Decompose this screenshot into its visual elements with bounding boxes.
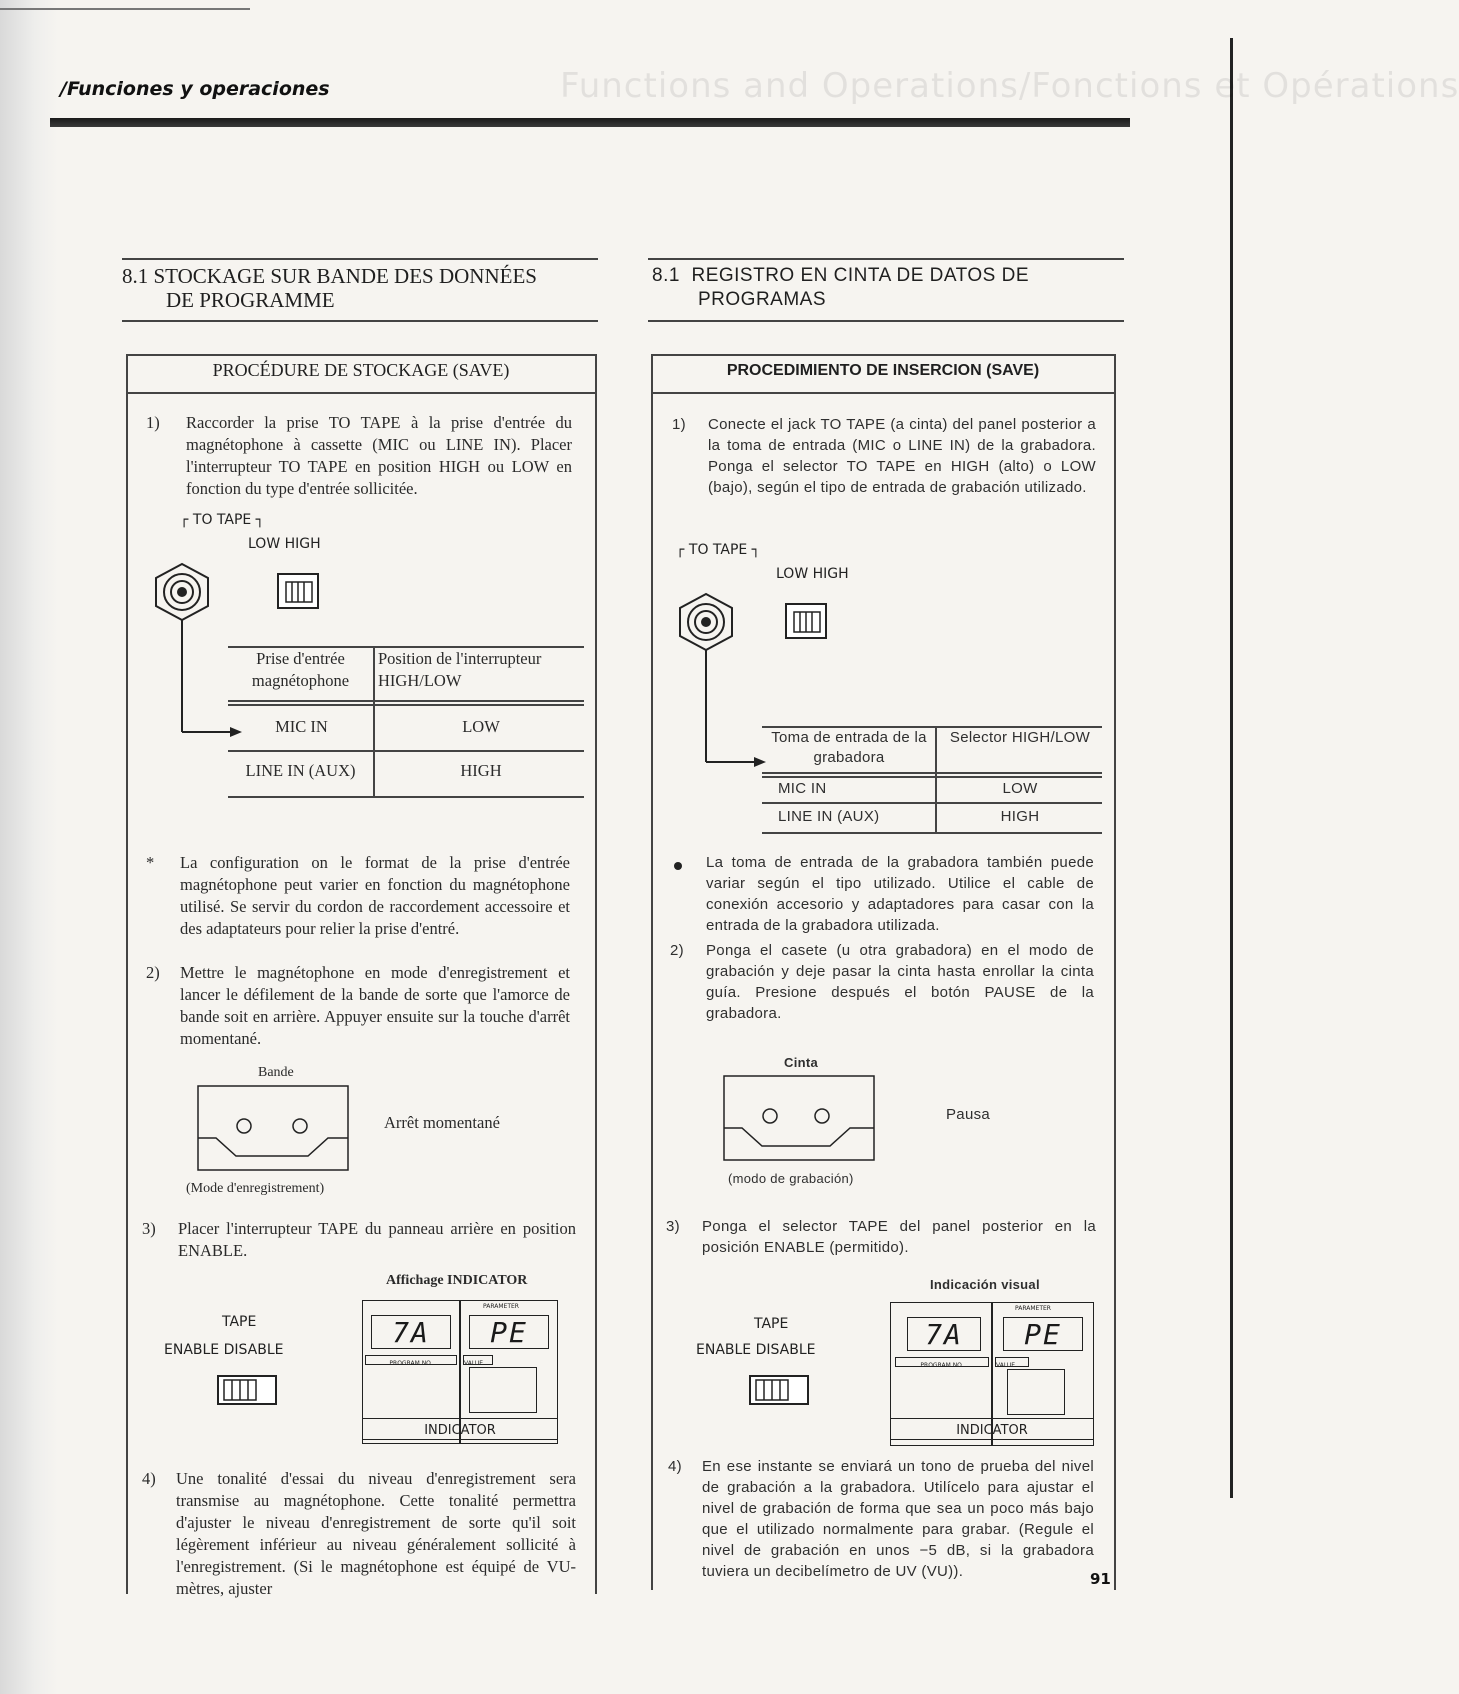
header-bar xyxy=(50,118,1130,127)
chapter-header: /Funciones y operaciones xyxy=(60,78,330,100)
box-heading-fr: PROCÉDURE DE STOCKAGE (SAVE) xyxy=(212,360,510,380)
cassette-diagram-es xyxy=(722,1074,878,1164)
tape-switch-fr xyxy=(216,1374,280,1408)
table-header-input-fr: Prise d'entrée magnétophone xyxy=(251,649,350,690)
pause-label-es: Pausa xyxy=(946,1106,991,1123)
note-text-fr: La configuration on le format de la prise d'entrée magnétophone peut varier en fonction du magnétophone utilisé. Se servir du cordon de raccordement accessoire et des adaptateurs pour relier la prise d'entré. xyxy=(180,853,570,938)
indicator-panel-fr: PARAMETER 7A PE PROGRAM NO. VALUE xyxy=(362,1300,558,1444)
indicator-caption-es: Indicación visual xyxy=(930,1277,1040,1292)
step4-text-es: En ese instante se enviará un tono de prueba del nivel de grabación a la grabadora. Utilícelo para ajustar el nivel de grabación de forma que sea un poco más bajo que el utilizado normalmente para grabar. (Regule el nivel de grabación en unos −5 dB, si la grabadora tuviera un decibelímetro de UV (VU)). xyxy=(702,1458,1094,1580)
binding-edge xyxy=(1230,38,1233,1498)
value-display xyxy=(1007,1369,1065,1415)
table-row-input: LINE IN (AUX) xyxy=(778,808,880,825)
cassette-diagram-fr xyxy=(196,1084,352,1174)
table-row-input: MIC IN xyxy=(778,780,827,797)
value-display xyxy=(469,1367,537,1413)
cassette-label-fr: Bande xyxy=(258,1065,294,1080)
step2-text-es: Ponga el casete (u otra grabadora) en el modo de grabación y deje pasar la cinta hasta enrollar la cinta guía. Presione después el botón PAUSE de la grabadora. xyxy=(706,942,1094,1022)
rec-mode-label-fr: (Mode d'enregistrement) xyxy=(186,1181,325,1196)
indicator-caption-fr: Affichage INDICATOR xyxy=(386,1273,528,1288)
section-title-fr: 8.1 STOCKAGE SUR BANDE DES DONNÉES DE PROGRAMME xyxy=(122,264,537,312)
table-row-input: MIC IN xyxy=(275,717,328,736)
pause-label-fr: Arrêt momentané xyxy=(384,1113,500,1132)
tape-switch-es xyxy=(748,1374,812,1408)
cassette-label-es: Cinta xyxy=(784,1055,818,1070)
step1-text-fr: Raccorder la prise TO TAPE à la prise d'entrée du magnétophone à cassette (MIC ou LINE IN). Placer l'interrupteur TO TAPE en position HIGH ou LOW en fonction du type d'entrée sollicitée. xyxy=(186,413,572,498)
section-title-es: 8.1 REGISTRO EN CINTA DE DATOS DE PROGRAMAS xyxy=(652,265,1030,310)
table-header-position-es: Selector HIGH/LOW xyxy=(949,729,1091,746)
table-row-position: HIGH xyxy=(460,761,502,780)
step2-text-fr: Mettre le magnétophone en mode d'enregistrement et lancer le défilement de la bande de sorte que l'amorce de bande soit en arrière. Appuyer ensuite sur la touche d'arrêt momentané. xyxy=(180,963,570,1048)
box-heading-es: PROCEDIMIENTO DE INSERCION (SAVE) xyxy=(726,362,1040,379)
step4-text-fr: Une tonalité d'essai du niveau d'enregistrement sera transmise au magnétophone. Cette tonalité permettra d'ajuster le niveau d'enregistrement de sorte qu'il soit légèrement inférieur au niveau généralement sollicité à l'enregistrement. (Si le magnétophone est équipé de VU-mètres, ajuster xyxy=(176,1469,576,1598)
table-row-position: LOW xyxy=(462,717,500,736)
step1-text-es: Conecte el jack TO TAPE (a cinta) del panel posterior a la toma de entrada (MIC o LINE IN) de la grabadora. Ponga el selector TO TAPE en HIGH (alto) o LOW (bajo), según el tipo de entrada de grabación utilizado. xyxy=(708,416,1096,496)
step3-text-es: Ponga el selector TAPE del panel posterior en la posición ENABLE (permitido). xyxy=(702,1218,1096,1256)
bleed-through-header: Functions and Operations/Fonctions et Opérations xyxy=(560,66,1459,106)
indicator-label-box-es: INDICATOR xyxy=(890,1418,1094,1440)
page-edge-shadow xyxy=(0,0,58,1694)
note-bullet-es xyxy=(674,862,682,870)
table-row-position: HIGH xyxy=(1000,808,1040,825)
page-number: 91 xyxy=(1090,1570,1111,1588)
table-row-position: LOW xyxy=(1002,780,1038,797)
parameter-display: PE xyxy=(1003,1317,1083,1351)
program-no-display: 7A xyxy=(371,1315,451,1349)
table-header-position-fr: Position de l'interrupteur HIGH/LOW xyxy=(378,649,542,690)
indicator-label-box-fr: INDICATOR xyxy=(362,1418,558,1440)
to-tape-label-es: ┌ TO TAPE ┐ xyxy=(676,542,761,558)
note-text-es: La toma de entrada de la grabadora también puede variar según el tipo utilizado. Utilice el cable de conexión accesorio y adaptadores para casar con la entrada de la grabadora utilizada. xyxy=(706,854,1094,934)
indicator-panel-es: PARAMETER 7A PE PROGRAM NO. VALUE xyxy=(890,1302,1094,1446)
top-rule xyxy=(0,8,250,10)
table-row-input: LINE IN (AUX) xyxy=(245,761,356,780)
rec-mode-label-es: (modo de grabación) xyxy=(728,1171,854,1186)
step3-text-fr: Placer l'interrupteur TAPE du panneau arrière en position ENABLE. xyxy=(178,1219,576,1260)
program-no-display: 7A xyxy=(907,1317,981,1351)
parameter-display: PE xyxy=(469,1315,549,1349)
to-tape-label-fr: ┌ TO TAPE ┐ xyxy=(180,512,265,528)
table-header-input-es: Toma de entrada de la grabadora xyxy=(771,729,927,766)
